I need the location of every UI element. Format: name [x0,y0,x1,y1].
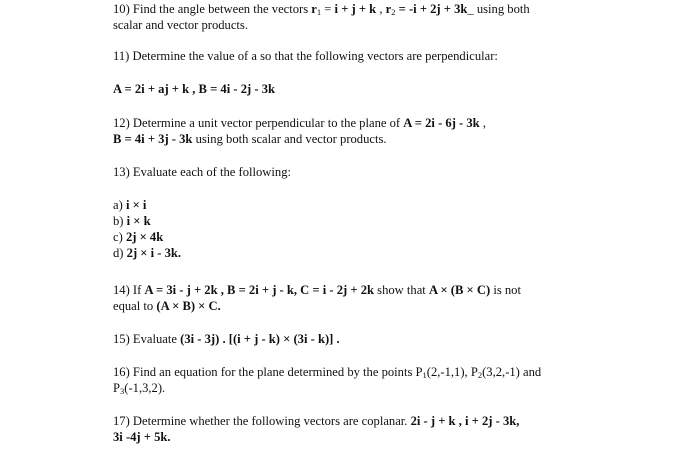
part-expression: 2j × 4k [125,230,164,244]
vector-b: B = 4i + 3j - 3k [113,132,193,146]
vector-r2-subscript: 2 [391,7,396,17]
vector-r1-expression: i + j + k [334,2,377,16]
vector-a: A = 2i - 6j - 3k [403,116,480,130]
separator: , [376,2,386,16]
problem-13-part-b [113,213,151,229]
problem-14-text: equal to [113,299,157,313]
problem-15-text: 15) Evaluate [113,332,181,346]
problem-11-line-1: 11) Determine the value of a so that the following vectors are perpendicular: [113,49,498,63]
part-label: b) [113,214,127,228]
part-label: c) [113,230,126,244]
point-p1-coords: (2,-1,1), P [426,365,478,379]
part-expression: 2j × i - 3k. [126,246,182,260]
point-p2-subscript: 2 [477,370,483,380]
problem-12-line-2 [113,131,387,147]
problem-12-line-1 [113,115,486,131]
part-expression: i × k [126,214,151,228]
problem-14-text-mid: show that [374,283,429,297]
problem-11-vectors: A = 2i + aj + k , B = 4i - 2j - 3k [113,82,275,96]
problem-16-line-1 [113,364,541,383]
part-label: a) [113,198,126,212]
part-expression: i × i [125,198,147,212]
problem-13-part-c [113,229,163,245]
problem-17-line-1 [113,413,519,429]
part-label: d) [113,246,127,260]
vectors-abc: A = 3i - j + 2k , B = 2i + j - k, C = i - 2j + 2k [144,283,375,297]
vector-r1: r [311,2,317,16]
expression-a-cross-bc: A × (B × C) [428,283,491,297]
problem-16-line-2 [113,380,165,399]
comma: , [479,116,486,130]
problem-10-text-end: _ using both [467,2,530,16]
problem-14-text-end: is not [490,283,521,297]
equals-sign: = [321,2,335,16]
point-p1-subscript: 1 [422,370,427,380]
problem-13-line-1: 13) Evaluate each of the following: [113,165,291,179]
vectors-list: 2i - j + k , i + 2j - 3k, [410,414,520,428]
problem-17-text: 17) Determine whether the following vectors are coplanar. [113,414,411,428]
point-p3-coords: (-1,3,2). [124,381,166,395]
problem-15-line-1 [113,331,340,347]
problem-12-text-end: using both scalar and vector products. [192,132,387,146]
point-p3-subscript: 3 [120,386,125,396]
problem-13-part-d [113,245,181,261]
point-p3: P [113,381,121,395]
vector-r2-expression: = -i + 2j + 3k [395,2,468,16]
problem-14-line-2 [113,298,221,314]
problem-10-line-2: scalar and vector products. [113,18,248,32]
problem-14-line-1 [113,282,521,298]
vector-r1-subscript: 1 [316,7,322,17]
vector-r2: r [385,2,392,16]
expression-ab-cross-c: (A × B) × C. [156,299,221,313]
problem-14-text: 14) If [113,283,145,297]
point-p2-coords: (3,2,-1) and [482,365,542,379]
problem-12-text: 12) Determine a unit vector perpendicular to the plane of [113,116,404,130]
problem-13-part-a [113,197,146,213]
problem-17-line-2: 3i -4j + 5k. [113,430,171,444]
triple-product-expression: (3i - 3j) . [(i + j - k) × (3i - k)] . [180,332,340,346]
problem-16-text: 16) Find an equation for the plane determined by the points P [113,365,423,379]
problem-10-text: 10) Find the angle between the vectors [113,2,312,16]
